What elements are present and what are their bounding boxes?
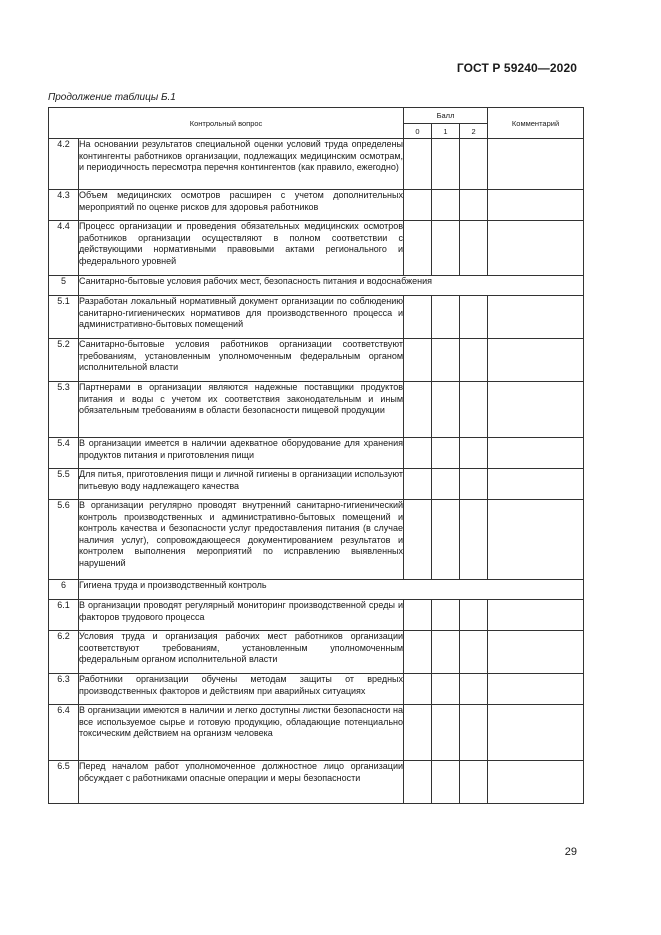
score-cell-2[interactable] xyxy=(460,339,488,382)
row-number: 6.2 xyxy=(49,631,79,674)
score-cell-0[interactable] xyxy=(404,761,432,804)
comment-cell[interactable] xyxy=(488,631,584,674)
comment-cell[interactable] xyxy=(488,221,584,276)
table-row xyxy=(49,339,584,382)
checklist-table xyxy=(48,107,584,804)
row-question: В организации имеется в наличии адекватное оборудование для хранения продуктов питания и приготовления пищи xyxy=(79,438,404,469)
row-question: Работники организации обучены методам защиты от вредных производственных факторов и действиям при аварийных ситуациях xyxy=(79,674,404,705)
row-number: 5.1 xyxy=(49,296,79,339)
score-cell-1[interactable] xyxy=(432,674,460,705)
table-row xyxy=(49,469,584,500)
row-number: 6.1 xyxy=(49,600,79,631)
comment-cell[interactable] xyxy=(488,438,584,469)
score-cell-0[interactable] xyxy=(404,296,432,339)
section-number: 6 xyxy=(49,580,79,600)
row-question: Санитарно-бытовые условия работников организации соответствуют требованиям, установленным уполномоченным федеральным органом исполнительной власти xyxy=(79,339,404,382)
row-question: Процесс организации и проведения обязательных медицинских осмотров работников организации осуществляют в полном соответствии с действующими нормативными правовыми актами регионального и федерального уровней xyxy=(79,221,404,276)
row-question: Объем медицинских осмотров расширен с учетом дополнительных мероприятий по оценке рисков для здоровья работников xyxy=(79,190,404,221)
header-score: Балл xyxy=(404,108,488,124)
comment-cell[interactable] xyxy=(488,139,584,190)
table-row xyxy=(49,631,584,674)
table-row xyxy=(49,705,584,761)
score-cell-1[interactable] xyxy=(432,296,460,339)
score-cell-1[interactable] xyxy=(432,600,460,631)
score-cell-0[interactable] xyxy=(404,674,432,705)
comment-cell[interactable] xyxy=(488,500,584,580)
score-cell-0[interactable] xyxy=(404,438,432,469)
header-score-1: 1 xyxy=(432,124,460,139)
score-cell-1[interactable] xyxy=(432,339,460,382)
table-row xyxy=(49,761,584,804)
section-number: 5 xyxy=(49,276,79,296)
row-question: Для питья, приготовления пищи и личной гигиены в организации используют питьевую воду надлежащего качества xyxy=(79,469,404,500)
score-cell-1[interactable] xyxy=(432,631,460,674)
comment-cell[interactable] xyxy=(488,296,584,339)
header-question: Контрольный вопрос xyxy=(49,108,404,139)
score-cell-2[interactable] xyxy=(460,469,488,500)
score-cell-2[interactable] xyxy=(460,674,488,705)
section-title: Санитарно-бытовые условия рабочих мест, безопасность питания и водоснабжения xyxy=(79,276,584,296)
table-row xyxy=(49,221,584,276)
score-cell-1[interactable] xyxy=(432,705,460,761)
row-question: Партнерами в организации являются надежные поставщики продуктов питания и воды с учетом их соответствия законодательным и иным обязательным требованиям в области безопасности пищевой продукции xyxy=(79,382,404,438)
score-cell-1[interactable] xyxy=(432,469,460,500)
section-row xyxy=(49,276,584,296)
score-cell-1[interactable] xyxy=(432,190,460,221)
comment-cell[interactable] xyxy=(488,339,584,382)
table-row xyxy=(49,438,584,469)
row-number: 6.3 xyxy=(49,674,79,705)
score-cell-0[interactable] xyxy=(404,500,432,580)
score-cell-0[interactable] xyxy=(404,339,432,382)
comment-cell[interactable] xyxy=(488,190,584,221)
row-number: 4.2 xyxy=(49,139,79,190)
score-cell-0[interactable] xyxy=(404,139,432,190)
row-question: В организации регулярно проводят внутренний санитарно-гигиенический контроль производственных и административно-бытовых помещений и контроль качества и безопасности услуг предоставления питания (в случае наличия услуг), сопровождающееся документированием результатов и контролем выполнения мероприятий по исправлению выявленных нарушений xyxy=(79,500,404,580)
score-cell-2[interactable] xyxy=(460,438,488,469)
row-question: В организации имеются в наличии и легко доступны листки безопасности на все используемое сырье и готовую продукцию, обладающие потенциально токсическим действием на организм человека xyxy=(79,705,404,761)
section-row xyxy=(49,580,584,600)
score-cell-1[interactable] xyxy=(432,382,460,438)
score-cell-0[interactable] xyxy=(404,382,432,438)
score-cell-0[interactable] xyxy=(404,600,432,631)
comment-cell[interactable] xyxy=(488,674,584,705)
comment-cell[interactable] xyxy=(488,600,584,631)
score-cell-0[interactable] xyxy=(404,221,432,276)
score-cell-2[interactable] xyxy=(460,382,488,438)
score-cell-2[interactable] xyxy=(460,705,488,761)
table-row xyxy=(49,190,584,221)
score-cell-0[interactable] xyxy=(404,631,432,674)
row-number: 5.4 xyxy=(49,438,79,469)
row-number: 5.3 xyxy=(49,382,79,438)
row-question: Разработан локальный нормативный документ организации по соблюдению санитарно-гигиенических нормативов для производственного процесса и административно-бытовых помещений xyxy=(79,296,404,339)
score-cell-1[interactable] xyxy=(432,761,460,804)
row-number: 4.3 xyxy=(49,190,79,221)
score-cell-2[interactable] xyxy=(460,190,488,221)
comment-cell[interactable] xyxy=(488,761,584,804)
score-cell-1[interactable] xyxy=(432,438,460,469)
row-number: 5.5 xyxy=(49,469,79,500)
row-question: Условия труда и организация рабочих мест работников организации соответствуют требованиям, установленным уполномоченным федеральным органом исполнительной власти xyxy=(79,631,404,674)
row-number: 5.6 xyxy=(49,500,79,580)
table-row xyxy=(49,600,584,631)
score-cell-0[interactable] xyxy=(404,469,432,500)
table-caption: Продолжение таблицы Б.1 xyxy=(48,92,176,103)
header-score-0: 0 xyxy=(404,124,432,139)
score-cell-2[interactable] xyxy=(460,761,488,804)
page-number: 29 xyxy=(564,846,577,858)
score-cell-2[interactable] xyxy=(460,139,488,190)
header-score-2: 2 xyxy=(460,124,488,139)
comment-cell[interactable] xyxy=(488,382,584,438)
table-row xyxy=(49,382,584,438)
table-row xyxy=(49,500,584,580)
comment-cell[interactable] xyxy=(488,705,584,761)
score-cell-1[interactable] xyxy=(432,139,460,190)
score-cell-0[interactable] xyxy=(404,705,432,761)
score-cell-2[interactable] xyxy=(460,221,488,276)
row-question: В организации проводят регулярный мониторинг производственной среды и факторов трудового процесса xyxy=(79,600,404,631)
score-cell-1[interactable] xyxy=(432,221,460,276)
row-question: На основании результатов специальной оценки условий труда определены контингенты работников организации, подлежащих медицинским осмотрам, и периодичность пересмотра перечня контингентов (как правило, ежегодно) xyxy=(79,139,404,190)
score-cell-2[interactable] xyxy=(460,631,488,674)
section-title: Гигиена труда и производственный контроль xyxy=(79,580,584,600)
header-comment: Комментарий xyxy=(488,108,584,139)
table-row xyxy=(49,296,584,339)
score-cell-1[interactable] xyxy=(432,500,460,580)
score-cell-2[interactable] xyxy=(460,296,488,339)
row-question: Перед началом работ уполномоченное должностное лицо организации обсуждает с работниками опасные операции и меры безопасности xyxy=(79,761,404,804)
row-number: 6.4 xyxy=(49,705,79,761)
row-number: 4.4 xyxy=(49,221,79,276)
score-cell-2[interactable] xyxy=(460,500,488,580)
table-row xyxy=(49,139,584,190)
standard-header: ГОСТ Р 59240—2020 xyxy=(456,61,577,75)
comment-cell[interactable] xyxy=(488,469,584,500)
table-row xyxy=(49,674,584,705)
score-cell-2[interactable] xyxy=(460,600,488,631)
row-number: 6.5 xyxy=(49,761,79,804)
score-cell-0[interactable] xyxy=(404,190,432,221)
row-number: 5.2 xyxy=(49,339,79,382)
